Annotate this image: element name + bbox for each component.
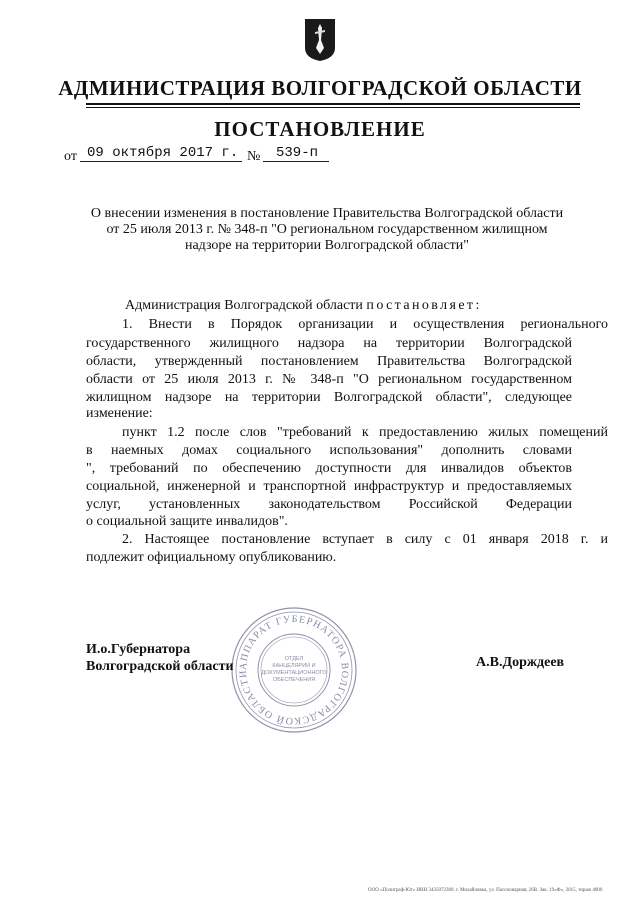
paragraph-2-line-2: в наемных домах социального использования" дополнить словами (86, 443, 572, 458)
header-rule-thin (86, 107, 580, 108)
preamble-decision: постановляет: (366, 298, 482, 313)
paragraph-2-line-5: услуг, установленных законодательством Российской Федерации (86, 497, 572, 512)
paragraph-2-line-1: пункт 1.2 после слов "требований к предоставлению жилых помещений (122, 425, 608, 440)
header-rule-thick (86, 103, 580, 105)
paragraph-2-line-6: о социальной защите инвалидов". (86, 514, 288, 529)
paragraph-2-line-3: ", требований по обеспечению доступности для инвалидов объектов (86, 461, 572, 476)
paragraph-2-line-4: социальной, инженерной и транспортной инфраструктур и предоставляемых (86, 479, 572, 494)
date-prefix: от (64, 149, 77, 164)
preamble-text: Администрация Волгоградской области (125, 298, 363, 313)
svg-text:ОТДЕЛ: ОТДЕЛ (284, 656, 304, 662)
signatory-title-line-2: Волгоградской области (86, 659, 234, 674)
signatory-title-line-1: И.о.Губернатора (86, 642, 191, 657)
organization-title: АДМИНИСТРАЦИЯ ВОЛГОГРАДСКОЙ ОБЛАСТИ (58, 76, 582, 100)
svg-text:КАНЦЕЛЯРИИ И: КАНЦЕЛЯРИИ И (272, 663, 316, 669)
svg-text:ОБЕСПЕЧЕНИЯ: ОБЕСПЕЧЕНИЯ (272, 677, 316, 683)
subject-line-2: от 25 июля 2013 г. № 348-п "О региональном государственном жилищном (106, 222, 548, 237)
paragraph-1-line-3: области, утвержденный постановлением Правительства Волгоградской (86, 354, 572, 369)
paragraph-1-line-5: жилищном надзоре на территории Волгоградской области", следующее (86, 390, 572, 405)
document-number: 539-п (263, 145, 329, 162)
official-stamp (228, 604, 360, 736)
number-prefix: № (247, 149, 261, 164)
subject-line-1: О внесении изменения в постановление Правительства Волгоградской области (90, 206, 564, 221)
paragraph-3-line-2: подлежит официальному опубликованию. (86, 550, 337, 565)
preamble (125, 298, 611, 314)
svg-text:ДОКУМЕНТАЦИОННОГО: ДОКУМЕНТАЦИОННОГО (261, 670, 327, 676)
paragraph-1-line-2: государственного жилищного надзора на территории Волгоградской (86, 336, 572, 351)
paragraph-1-line-4: области от 25 июля 2013 г. № 348-п "О региональном государственном (86, 372, 572, 387)
coat-of-arms-emblem (304, 18, 336, 62)
paragraph-1-line-6: изменение: (86, 406, 153, 421)
document-type-title: ПОСТАНОВЛЕНИЕ (214, 117, 426, 141)
signatory-title (86, 641, 234, 675)
paragraph-1-line-1: 1. Внести в Порядок организации и осуществления регионального (122, 317, 608, 332)
document-subject (78, 206, 576, 254)
svg-text:АППАРАТ ГУБЕРНАТОРА ВОЛГОГРАДС: АППАРАТ ГУБЕРНАТОРА ВОЛГОГРАДСКОЙ ОБЛАСТИ (237, 613, 351, 727)
signatory-name: А.В.Дорждеев (476, 655, 565, 670)
paragraph-3-line-1: 2. Настоящее постановление вступает в силу с 01 января 2018 г. и (122, 532, 608, 547)
document-date: 09 октября 2017 г. (80, 145, 242, 162)
subject-line-3: надзоре на территории Волгоградской области" (184, 238, 470, 253)
printer-imprint: ООО «Полиграф-Юг» ИНН 3435072300. г. Михайловка, ул. Пассионарная, 26В. Зак. 19«Ф», 2015, тираж 4000 (368, 888, 603, 893)
